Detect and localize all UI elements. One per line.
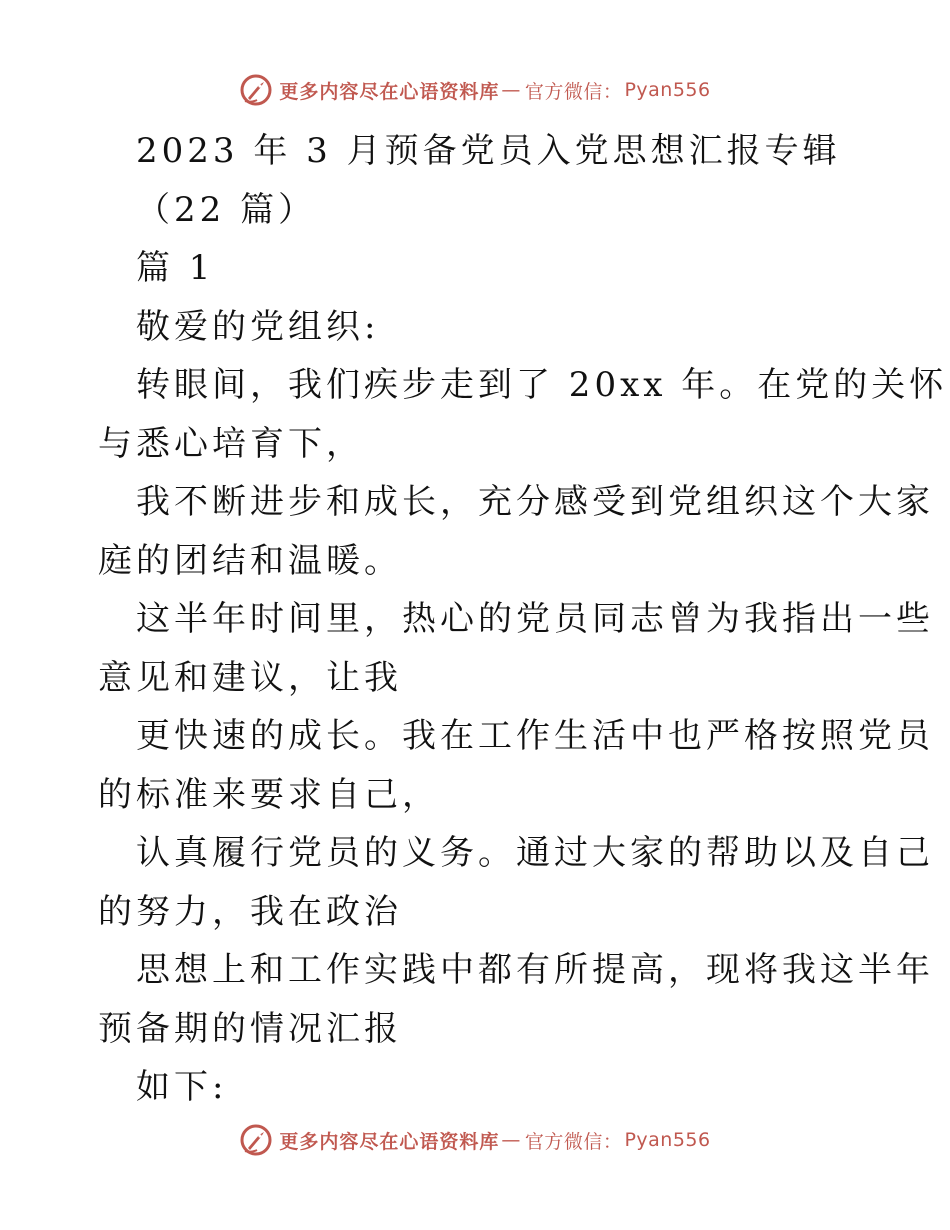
paragraph-line: 的努力，我在政治: [98, 891, 402, 932]
paragraph-line: 庭的团结和温暖。: [98, 540, 402, 581]
paragraph-line: 我不断进步和成长，充分感受到党组织这个大家: [136, 482, 934, 522]
paragraph-line: 转眼间，我们疾步走到了 20xx 年。在党的关怀: [136, 365, 948, 405]
banner-wechat-id: Pyan556: [624, 79, 711, 101]
paragraph-line: 认真履行党员的义务。通过大家的帮助以及自己: [136, 833, 934, 873]
paragraph-line: 意见和建议，让我: [98, 657, 402, 698]
banner-site-text: 更多内容尽在心语资料库: [279, 80, 500, 103]
paragraph-line: 更快速的成长。我在工作生活中也严格按照党员: [136, 716, 934, 756]
paragraph-line: 的标准来要求自己，: [98, 774, 440, 815]
pen-nib-circle-icon: [239, 73, 273, 107]
banner-wechat-label: 官方微信：: [524, 1130, 623, 1153]
document-title-count: （22 篇）: [136, 189, 317, 230]
paragraph-line: 预备期的情况汇报: [98, 1008, 402, 1049]
pen-nib-circle-icon: [239, 1123, 273, 1157]
paragraph-line: 与悉心培育下，: [98, 423, 364, 464]
paragraph-line: 思想上和工作实践中都有所提高，现将我这半年: [136, 950, 934, 990]
banner-site-text: 更多内容尽在心语资料库: [279, 1130, 500, 1153]
banner-dash: —: [501, 1129, 521, 1151]
paragraph-line: 如下:: [136, 1067, 228, 1107]
banner-wechat-label: 官方微信：: [524, 80, 623, 103]
document-body: [98, 122, 948, 1117]
banner-dash: —: [501, 79, 521, 101]
footer-banner: [0, 1120, 950, 1160]
paragraph-line: 这半年时间里，热心的党员同志曾为我指出一些: [136, 599, 934, 639]
header-banner: [0, 70, 950, 110]
section-heading: 篇 1: [136, 248, 215, 288]
document-title: 2023 年 3 月预备党员入党思想汇报专辑: [136, 131, 841, 171]
salutation: 敬爱的党组织:: [136, 306, 380, 347]
banner-wechat-id: Pyan556: [624, 1129, 711, 1151]
